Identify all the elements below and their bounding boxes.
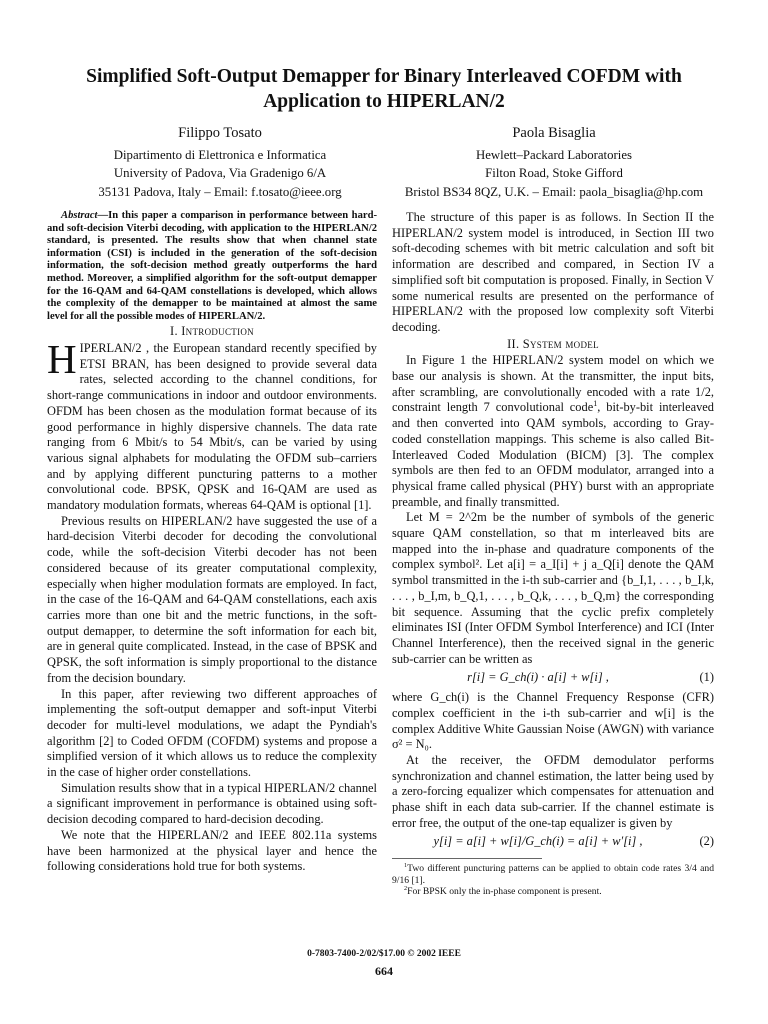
paragraph-text: , bit-by-bit interleaved and then converted into QAM symbols, according to Gray-coded constellation mappings. This scheme is also called Bit-Interleaved Coded Modulation (BICM) [3]. The complex symbols are then fed to an OFDM modulator, arranged into a physical frame called physical (PHY) burst with an appropriate preamble, and finally transmitted. bbox=[392, 400, 714, 509]
paragraph: Previous results on HIPERLAN/2 have suggested the use of a hard-decision Viterbi decoder for decoding the convolutional code, while the soft-decision Viterbi decoder has not been considered because of its greater computational complexity, especially when higher modulation formats are employed. In fact, in the case of the 16-QAM and 64-QAM constellations, each axis carries more than one bit and the metric functions, in the soft-output demapper, to determine the soft information for each bit, are in general quite complicated. Instead, in the case of BPSK and QPSK, the soft information is simply proportional to the distance from the decision boundary. bbox=[47, 513, 377, 685]
author-affiliation: Bristol BS34 8QZ, U.K. – Email: paola_bisaglia@hp.com bbox=[404, 184, 704, 199]
equation-2 bbox=[392, 834, 714, 850]
equation-number: (2) bbox=[699, 834, 714, 849]
paragraph bbox=[47, 336, 377, 514]
footnote-mark: 1 bbox=[593, 399, 598, 409]
paragraph: The structure of this paper is as follows. In Section II the HIPERLAN/2 system model is introduced, in Section III two soft-decoding schemes with bit metric calculation and soft bit information are described and compared, in Section IV a simplified soft bit computation is proposed. Finally, in Section V some numerical results are presented on the performance of HIPERLAN/2 with the proposed low complexity soft Viterbi decoding. bbox=[392, 210, 714, 334]
paper-title: Simplified Soft-Output Demapper for Binary Interleaved COFDM with Application to HIPERLAN/2 bbox=[86, 66, 682, 112]
author-block-2 bbox=[344, 124, 764, 201]
paragraph: We note that the HIPERLAN/2 and IEEE 802.11a systems have been harmonized at the physical layer and hence the following considerations hold true for both systems. bbox=[47, 827, 377, 874]
author-affiliation: Dipartimento di Elettronica e Informatica bbox=[113, 147, 327, 162]
abstract-text: In this paper a comparison in performance between hard- and soft-decision Viterbi decoding, with application to the HIPERLAN/2 standard, is presented. The results show that when channel state information (CSI) is included in the generation of the soft-decision information, the soft-decision method greatly outperforms the hard method. Moreover, a simplified algorithm for the soft-output demapper for the 16-QAM and 64-QAM constellations is developed, which allows the complexity of the demapper to be maintained at almost the same level for all the possible modes of HIPERLAN/2. bbox=[47, 210, 377, 322]
abstract-label: Abstract bbox=[61, 210, 98, 221]
section-number: I. bbox=[170, 324, 178, 339]
footnote bbox=[392, 886, 714, 898]
equation-number: (1) bbox=[699, 670, 714, 685]
author-name: Paola Bisaglia bbox=[512, 125, 596, 141]
footnote-mark: 1 bbox=[404, 861, 408, 869]
right-column bbox=[392, 210, 714, 898]
footnote-text: For BPSK only the in-phase component is present. bbox=[407, 886, 602, 898]
footnote-text: Two different puncturing patterns can be applied to obtain code rates 3/4 and 9/16 [1]. bbox=[392, 863, 714, 886]
section-number: II. bbox=[507, 336, 520, 351]
equation-body: r[i] = G_ch(i) · a[i] + w[i] , bbox=[467, 670, 609, 685]
paragraph: where G_ch(i) is the Channel Frequency Response (CFR) complex coefficient in the i-th sub-carrier and w[i] is the complex Additive White Gaussian Noise (AWGN) with variance σ² = N₀. bbox=[392, 690, 714, 752]
copyright-footer: 0-7803-7400-2/02/$17.00 © 2002 IEEE bbox=[307, 949, 461, 959]
paragraph: Let M = 2^2m be the number of symbols of the generic square QAM constellation, so that m interleaved bits are mapped into the in-phase and quadrature components of the complex symbol². Let a[i] = a_I[i] + j a_Q[i] denote the QAM symbol transmitted in the i-th sub-carrier and {b_I,1, . . . , b_I,k, . . . , b_I,m, b_Q,1, . . . , b_Q,k, . . . , b_Q,m} the corresponding bit sequence. Assuming that the cyclic prefix completely eliminates ISI (Inter OFDM Symbol Interference) and ICI (Inter Channel Interference), then the received signal in the generic sub-carrier can be written as bbox=[392, 510, 714, 666]
equation-1 bbox=[392, 670, 714, 686]
paragraph: Simulation results show that in a typical HIPERLAN/2 channel a significant improvement in performance is obtained using soft-decision decoding compared to hard-decision decoding. bbox=[47, 780, 377, 827]
author-name: Filippo Tosato bbox=[178, 125, 262, 141]
author-affiliation: University of Padova, Via Gradenigo 6/A bbox=[113, 166, 327, 180]
equation-body: y[i] = a[i] + w[i]/G_ch(i) = a[i] + w′[i] , bbox=[433, 834, 643, 849]
footnote-mark: 2 bbox=[404, 885, 408, 893]
left-column bbox=[47, 210, 377, 875]
footnotes bbox=[392, 858, 714, 898]
section-heading bbox=[47, 324, 377, 340]
paragraph-text: In Figure 1 the HIPERLAN/2 system model on which we base our analysis is shown. At the transmitter, the input bits, after scrambling, are convolutionally encoded with a rate 1/2, constraint length 7 convolutional code bbox=[392, 353, 714, 415]
section-heading bbox=[392, 337, 714, 353]
abstract: Abstract—In this paper a comparison in performance between hard- and soft-decision Viterbi decoding, with application to the HIPERLAN/2 standard, is presented. The results show that when channel state information (CSI) is included in the generation of the soft-decision information, the soft-decision method greatly outperforms the hard method. Moreover, a simplified algorithm for the soft-output demapper for the 16-QAM and 64-QAM constellations is developed, which allows the complexity of the demapper to be maintained at almost the same level for all the possible modes of HIPERLAN/2. bbox=[47, 210, 377, 322]
drop-cap: H bbox=[47, 336, 77, 383]
author-affiliation: 35131 Padova, Italy – Email: f.tosato@ieee.org bbox=[98, 184, 342, 199]
paragraph bbox=[392, 353, 714, 510]
section-title: Introduction bbox=[181, 324, 254, 339]
author-affiliation: Filton Road, Stoke Gifford bbox=[485, 166, 623, 180]
footnote-rule bbox=[392, 858, 542, 859]
paragraph: In this paper, after reviewing two different approaches of implementing the soft-output demapper and soft-input Viterbi decoder for multi-level modulations, we adapt the Pyndiah's algorithm [2] to Coded OFDM (COFDM) systems and propose a simplified version of it which allows us to reduce the complexity in the case of higher order constellations. bbox=[47, 686, 377, 780]
author-affiliation: Hewlett–Packard Laboratories bbox=[476, 147, 632, 162]
paragraph: At the receiver, the OFDM demodulator performs synchronization and channel estimation, the latter being used by a zero-forcing equalizer which compensates for attenuation and phase shift in each data sub-carrier. If the channel estimate is error free, the output of the one-tap equalizer is given by bbox=[392, 752, 714, 830]
page-number: 664 bbox=[375, 964, 393, 978]
section-title: System model bbox=[522, 336, 599, 351]
paragraph-text: IPERLAN/2 , the European standard recently specified by ETSI BRAN, has been designed to provide several data rates, selected according to the channel conditions, for short-range communications in indoor and outdoor environments. OFDM has been chosen as the modulation format because of its good performance in highly dispersive channels. The data rate ranging from 6 Mbit/s to 54 Mbit/s, can be varied by using various signal alphabets for modulating the OFDM sub–carriers and by applying different puncturing patterns to a mother convolutional code. BPSK, QPSK and 16-QAM are used as mandatory modulation formats, whereas 64-QAM is optional [1]. bbox=[47, 341, 377, 513]
footnote bbox=[392, 863, 714, 886]
